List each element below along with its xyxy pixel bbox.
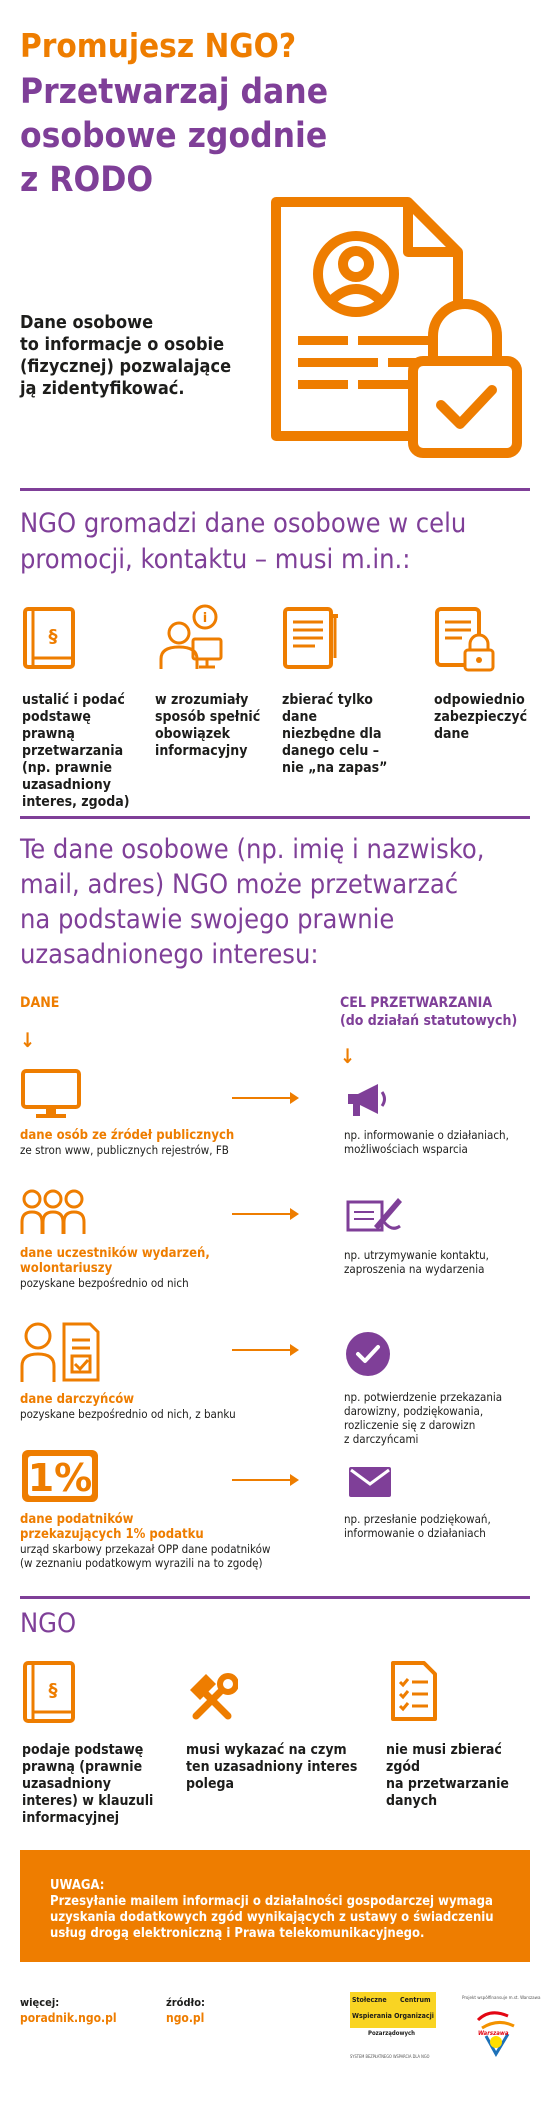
scwo-logo [350, 1992, 436, 2042]
partner-caption: Projekt współfinansuje m.st. Warszawa [462, 1996, 541, 2001]
item-line: nie musi zbierać zgód [386, 1742, 502, 1775]
item-line: (np. prawnie [22, 760, 113, 776]
row1-data-title: dane osób ze źródeł publicznych [20, 1128, 235, 1143]
row4-data-source [20, 1542, 270, 1570]
row2-data-title [20, 1246, 210, 1276]
section1-item-2 [155, 692, 275, 760]
data-title-line: dane podatników [20, 1512, 134, 1527]
column-header-purpose-line: (do działań statutowych) [340, 1013, 518, 1029]
row3-data-source: pozyskane bezpośrednio od nich, z banku [20, 1407, 236, 1421]
column-header-purpose [340, 994, 517, 1030]
item-line: danych [386, 1793, 438, 1809]
warning-line: uzyskania dodatkowych zgód wynikających z ustawy o świadczeniu [50, 1910, 494, 1925]
section1-title-line: promocji, kontaktu – musi m.in.: [20, 544, 411, 575]
row2-purpose [344, 1248, 489, 1276]
definition-line: to informacje o osobie [20, 334, 225, 355]
row1-data-source: ze stron www, publicznych rejestrów, FB [20, 1143, 229, 1157]
purpose-line: np. potwierdzenie przekazania [344, 1390, 503, 1404]
svg-text:§: § [48, 1680, 58, 1701]
secure-document-icon [434, 606, 496, 672]
section1-title-line: NGO gromadzi dane osobowe w celu [20, 508, 467, 539]
data-title-line: wolontariuszy [20, 1261, 113, 1276]
envelope-icon [348, 1466, 392, 1498]
purpose-line: z darczyńcami [344, 1432, 419, 1446]
check-circle-icon [344, 1330, 392, 1378]
flow-arrow-head [290, 1474, 299, 1486]
flow-arrow [232, 1097, 292, 1099]
data-source-line: (w zeznaniu podatkowym wyrazili na to zgodę) [20, 1556, 263, 1570]
flow-arrow-head [290, 1344, 299, 1356]
donor-icon [20, 1318, 104, 1384]
source-label: źródło: [166, 1996, 205, 2009]
item-line: obowiązek [155, 726, 231, 742]
item-line: uzasadniony [22, 1776, 111, 1792]
headline-line-2: Przetwarzaj dane [20, 72, 329, 112]
logo-text: Stołeczne [352, 1996, 387, 2004]
down-arrow-icon: ↓ [340, 1044, 356, 1068]
signing-icon [344, 1192, 404, 1236]
section1-item-1 [22, 692, 142, 811]
item-line: na przetwarzanie [386, 1776, 509, 1792]
row4-purpose [344, 1512, 491, 1540]
purpose-line: możliwościach wsparcia [344, 1142, 468, 1156]
section3-item-1 [22, 1742, 172, 1827]
purpose-line: zaproszenia na wydarzenia [344, 1262, 485, 1276]
more-label: więcej: [20, 1996, 60, 2009]
section2-title-line: uzasadnionego interesu: [20, 939, 319, 970]
item-line: polega [186, 1776, 235, 1792]
warning-box [20, 1850, 530, 1962]
item-line: niezbędne dla [282, 726, 382, 742]
item-line: informacyjnej [22, 1810, 120, 1826]
column-header-purpose-line: CEL PRZETWARZANIA [340, 995, 493, 1011]
flow-arrow-head [290, 1208, 299, 1220]
item-line: podstawę prawną [22, 709, 91, 742]
one-percent-icon [20, 1448, 100, 1504]
divider [20, 1596, 530, 1599]
item-line: nie „na zapas” [282, 760, 388, 776]
item-line: interes, zgoda) [22, 794, 130, 810]
logo-text: Pozarządowych [368, 2030, 416, 2037]
flow-arrow [232, 1213, 292, 1215]
checklist-icon [390, 1660, 438, 1722]
flow-arrow [232, 1349, 292, 1351]
section2-title-line: mail, adres) NGO może przetwarzać [20, 869, 459, 900]
tools-icon [186, 1672, 238, 1724]
logo-caption: SYSTEM BEZPŁATNEGO WSPARCIA DLA NGO [350, 2054, 430, 2059]
section1-item-3 [282, 692, 412, 777]
row4-data-title [20, 1512, 204, 1542]
column-header-data: DANE [20, 995, 60, 1011]
row2-data-source: pozyskane bezpośrednio od nich [20, 1276, 189, 1290]
divider [20, 488, 530, 491]
source-link[interactable]: ngo.pl [166, 2011, 205, 2025]
definition-line: ją zidentyfikować. [20, 378, 185, 399]
section2-title-line: na podstawie swojego prawnie [20, 904, 395, 935]
item-line: zabezpieczyć [434, 709, 528, 725]
definition-text [20, 312, 231, 400]
notebook-icon [282, 606, 342, 672]
row3-purpose [344, 1390, 502, 1446]
data-source-line: urząd skarbowy przekazał OPP dane podatników [20, 1542, 271, 1556]
item-line: przetwarzania [22, 743, 124, 759]
data-title-line: przekazujących 1% podatku [20, 1527, 204, 1542]
item-line: ustalić i podać [22, 692, 125, 708]
flow-arrow [232, 1479, 292, 1481]
item-line: prawną (prawnie [22, 1759, 143, 1775]
svg-text:i: i [202, 611, 208, 626]
item-line: zbierać tylko dane [282, 692, 373, 725]
divider [20, 816, 530, 819]
section3-item-3 [386, 1742, 536, 1810]
item-line: podaje podstawę [22, 1742, 144, 1758]
purpose-line: np. przesłanie podziękowań, [344, 1512, 491, 1526]
item-line: ten uzasadniony interes [186, 1759, 358, 1775]
monitor-icon [20, 1068, 82, 1120]
headline-line-4: z RODO [20, 160, 154, 200]
warning-title: UWAGA: [50, 1878, 105, 1893]
warning-body [50, 1894, 510, 1942]
item-line: odpowiednio [434, 692, 525, 708]
section1-title [20, 506, 466, 578]
flow-arrow-head [290, 1092, 299, 1104]
svg-text:§: § [48, 626, 58, 647]
purpose-line: informowanie o działaniach [344, 1526, 486, 1540]
warning-line: Przesyłanie mailem informacji o działalności gospodarczej wymaga [50, 1894, 493, 1909]
logo-text: Wspierania Organizacji [352, 2012, 434, 2020]
law-book-icon [22, 606, 78, 672]
warning-line: usług drogą elektroniczną i Prawa telekomunikacyjnego. [50, 1926, 425, 1941]
law-book-icon [22, 1660, 78, 1726]
purpose-line: np. utrzymywanie kontaktu, [344, 1248, 489, 1262]
item-line: informacyjny [155, 743, 248, 759]
data-title-line: dane uczestników wydarzeń, [20, 1246, 210, 1261]
purpose-line: np. informowanie o działaniach, [344, 1128, 509, 1142]
section1-item-4 [434, 692, 534, 743]
megaphone-icon [344, 1080, 390, 1120]
row1-purpose [344, 1128, 509, 1156]
section3-title: NGO [20, 1608, 77, 1639]
item-line: w zrozumiały [155, 692, 249, 708]
item-line: uzasadniony [22, 777, 111, 793]
purpose-line: rozliczenie się z darowizn [344, 1418, 476, 1432]
partner-logo-text: Warszawa [478, 2030, 509, 2037]
headline-line-3: osobowe zgodnie [20, 116, 328, 156]
item-line: dane [434, 726, 470, 742]
section2-title-line: Te dane osobowe (np. imię i nazwisko, [20, 834, 485, 865]
personal-data-document-lock-icon [268, 196, 530, 466]
svg-text:1%: 1% [27, 1456, 93, 1500]
person-info-icon [155, 603, 227, 675]
item-line: interes) w klauzuli [22, 1793, 154, 1809]
section2-title [20, 832, 484, 972]
purpose-line: darowizny, podziękowania, [344, 1404, 484, 1418]
logo-text: Centrum [400, 1996, 431, 2004]
definition-line: (fizycznej) pozwalające [20, 356, 232, 377]
item-line: sposób spełnić [155, 709, 261, 725]
more-link[interactable]: poradnik.ngo.pl [20, 2011, 117, 2025]
headline-question: Promujesz NGO? [20, 26, 297, 65]
row3-data-title: dane darczyńców [20, 1392, 135, 1407]
definition-line: Dane osobowe [20, 312, 154, 333]
down-arrow-icon: ↓ [20, 1028, 36, 1052]
group-icon [20, 1188, 86, 1236]
item-line: musi wykazać na czym [186, 1742, 347, 1758]
item-line: danego celu – [282, 743, 380, 759]
section3-item-2 [186, 1742, 386, 1793]
